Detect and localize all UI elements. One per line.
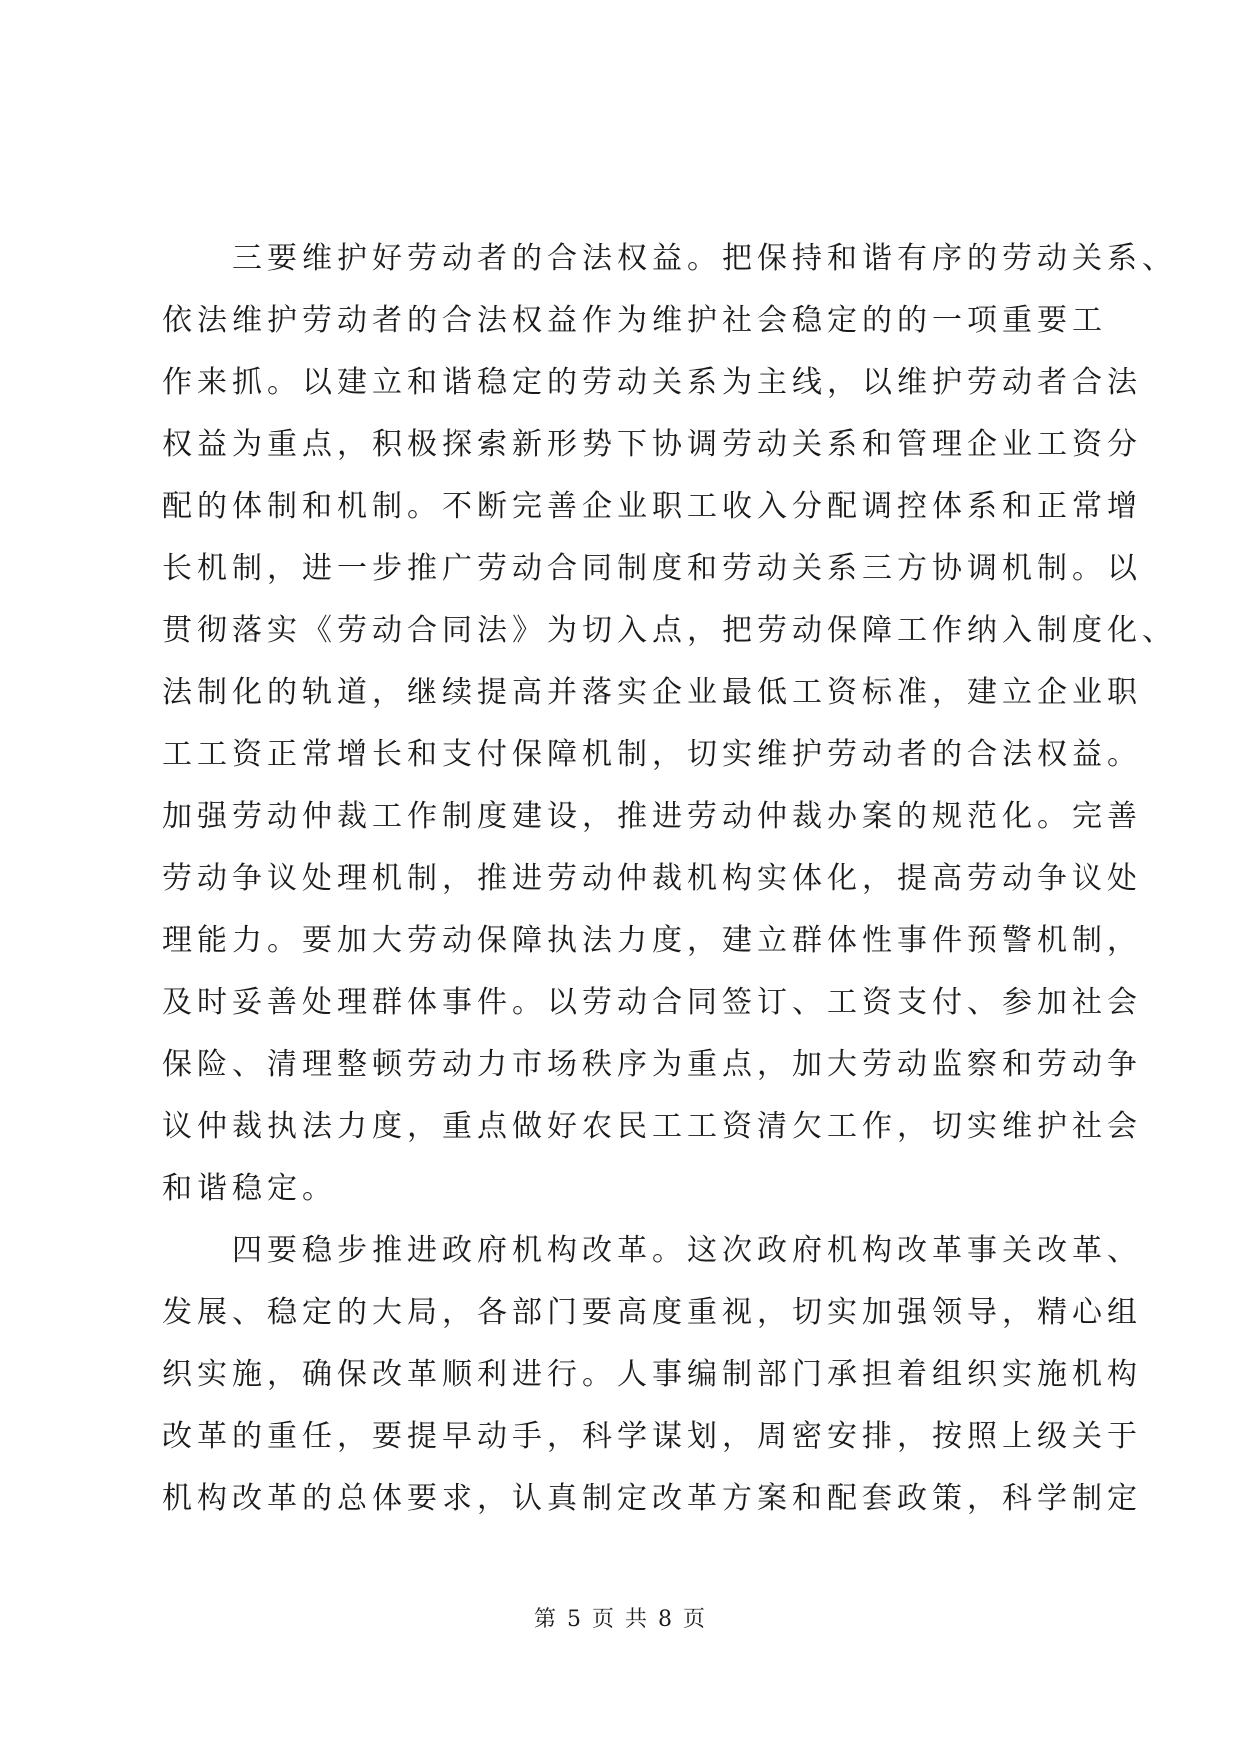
text-line: 依法维护劳动者的合法权益作为维护社会稳定的的一项重要工 bbox=[162, 303, 1107, 338]
text-line: 法制化的轨道，继续提高并落实企业最低工资标准，建立企业职 bbox=[162, 675, 1142, 710]
text-line: 权益为重点，积极探索新形势下协调劳动关系和管理企业工资分 bbox=[162, 427, 1142, 462]
text-line: 加强劳动仲裁工作制度建设，推进劳动仲裁办案的规范化。完善 bbox=[162, 799, 1142, 834]
text-line: 贯彻落实《劳动合同法》为切入点，把劳动保障工作纳入制度化、 bbox=[162, 613, 1177, 648]
text-line: 议仲裁执法力度，重点做好农民工工资清欠工作，切实维护社会 bbox=[162, 1109, 1142, 1144]
text-line: 配的体制和机制。不断完善企业职工收入分配调控体系和正常增 bbox=[162, 489, 1142, 524]
text-line: 工工资正常增长和支付保障机制，切实维护劳动者的合法权益。 bbox=[162, 737, 1142, 772]
text-line: 劳动争议处理机制，推进劳动仲裁机构实体化，提高劳动争议处 bbox=[162, 861, 1142, 896]
text-line: 发展、稳定的大局，各部门要高度重视，切实加强领导，精心组 bbox=[162, 1295, 1142, 1330]
text-line: 三要维护好劳动者的合法权益。把保持和谐有序的劳动关系、 bbox=[162, 241, 1177, 276]
body-text bbox=[162, 228, 1177, 1530]
text-line: 及时妥善处理群体事件。以劳动合同签订、工资支付、参加社会 bbox=[162, 985, 1142, 1020]
text-line: 织实施，确保改革顺利进行。人事编制部门承担着组织实施机构 bbox=[162, 1357, 1142, 1392]
text-line: 和谐稳定。 bbox=[162, 1171, 337, 1206]
text-line: 作来抓。以建立和谐稳定的劳动关系为主线，以维护劳动者合法 bbox=[162, 365, 1142, 400]
page-number-footer: 第 5 页 共 8 页 bbox=[534, 1607, 707, 1632]
text-line: 长机制，进一步推广劳动合同制度和劳动关系三方协调机制。以 bbox=[162, 551, 1142, 586]
text-line: 改革的重任，要提早动手，科学谋划，周密安排，按照上级关于 bbox=[162, 1419, 1142, 1454]
text-line: 理能力。要加大劳动保障执法力度，建立群体性事件预警机制， bbox=[162, 923, 1142, 958]
text-line: 机构改革的总体要求，认真制定改革方案和配套政策，科学制定 bbox=[162, 1481, 1142, 1516]
text-line: 四要稳步推进政府机构改革。这次政府机构改革事关改革、 bbox=[162, 1233, 1142, 1268]
text-line: 保险、清理整顿劳动力市场秩序为重点，加大劳动监察和劳动争 bbox=[162, 1047, 1142, 1082]
